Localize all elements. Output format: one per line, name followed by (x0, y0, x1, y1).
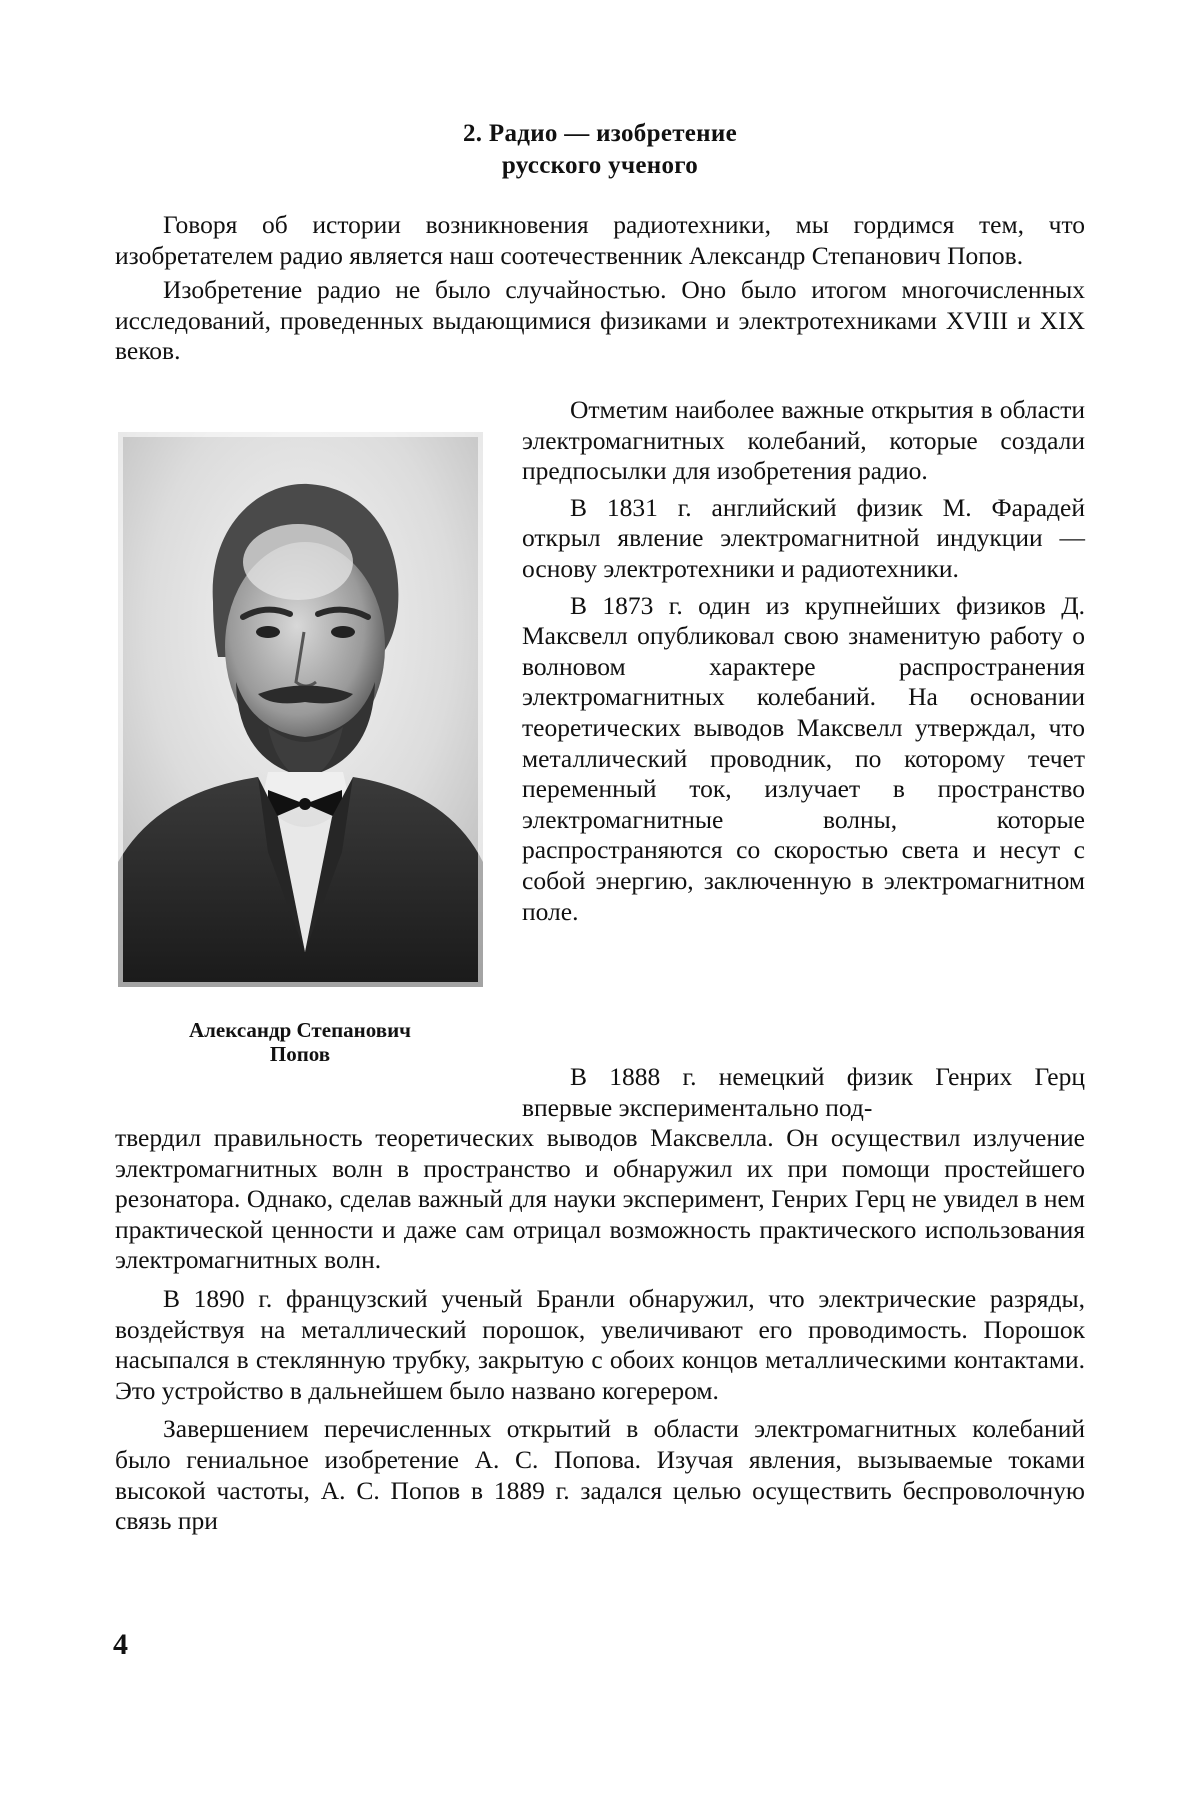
paragraph: Отметим наиболее важные открытия в области электромагнитных колебаний, которые создали предпосылки для изобретения радио. (522, 395, 1085, 486)
caption-line-2: Попов (269, 1042, 331, 1066)
paragraph: Завершением перечисленных открытий в области электромагнитных колебаний было гениальное изобретение А. С. Попова. Изучая явления, вызываемые токами высокой частоты, А. С. Попов в 1889 г. задался целью осуществить беспроволочную связь при (115, 1414, 1085, 1536)
hertz-paragraph-start (522, 1062, 1085, 1123)
paragraph: В 1890 г. французский ученый Бранли обнаружил, что электрические разряды, воздействуя на металлический порошок, увеличивают его проводимость. Порошок насыпался в стеклянную трубку, закрытую с обоих концов металлическими контактами. Это устройство в дальнейшем было названо когерером. (115, 1283, 1085, 1405)
portrait-image (118, 432, 483, 987)
paragraph: В 1831 г. английский физик М. Фарадей открыл явление электромагнитной индукции — основу электротехники и радиотехники. (522, 492, 1085, 583)
section-title-line-1: 2. Радио — изобретение (462, 120, 737, 147)
intro-text (115, 210, 1085, 367)
portrait-figure (118, 432, 483, 987)
portrait-caption (100, 1018, 500, 1066)
caption-line-1: Александр Степанович (188, 1018, 412, 1042)
section-title-line-2: русского ученого (501, 152, 699, 179)
page-number: 4 (113, 1628, 128, 1661)
paragraph: Говоря об истории возникновения радиотехники, мы гордимся тем, что изобретателем радио является наш соотечественник Александр Степанович Попов. (115, 210, 1085, 270)
paragraph: твердил правильность теоретических выводов Максвелла. Он осуществил излучение электромагнитных волн в пространство и обнаружил их при помощи простейшего резонатора. Однако, сделав важный для науки эксперимент, Генрих Герц не увидел в нем практической ценности и даже сам отрицал возможность практического использования электромагнитных волн. (115, 1123, 1085, 1275)
section-heading (0, 118, 1200, 182)
right-column-text (522, 395, 1085, 927)
paragraph: В 1888 г. немецкий физик Генрих Герц впервые экспериментально под- (522, 1062, 1085, 1122)
paragraph: Изобретение радио не было случайностью. Оно было итогом многочисленных исследований, проведенных выдающимися физиками и электротехниками XVIII и XIX веков. (115, 275, 1085, 366)
paragraph: В 1873 г. один из крупнейших физиков Д. Максвелл опубликовал свою знаменитую работу о волновом характере распространения электромагнитных колебаний. На основании теоретических выводов Максвелл утверждал, что металлический проводник, по которому течет переменный ток, излучает в пространство электромагнитные волны, которые распространяются со скоростью света и несут с собой энергию, заключенную в электромагнитном поле. (522, 590, 1085, 926)
closing-text (115, 1123, 1085, 1537)
